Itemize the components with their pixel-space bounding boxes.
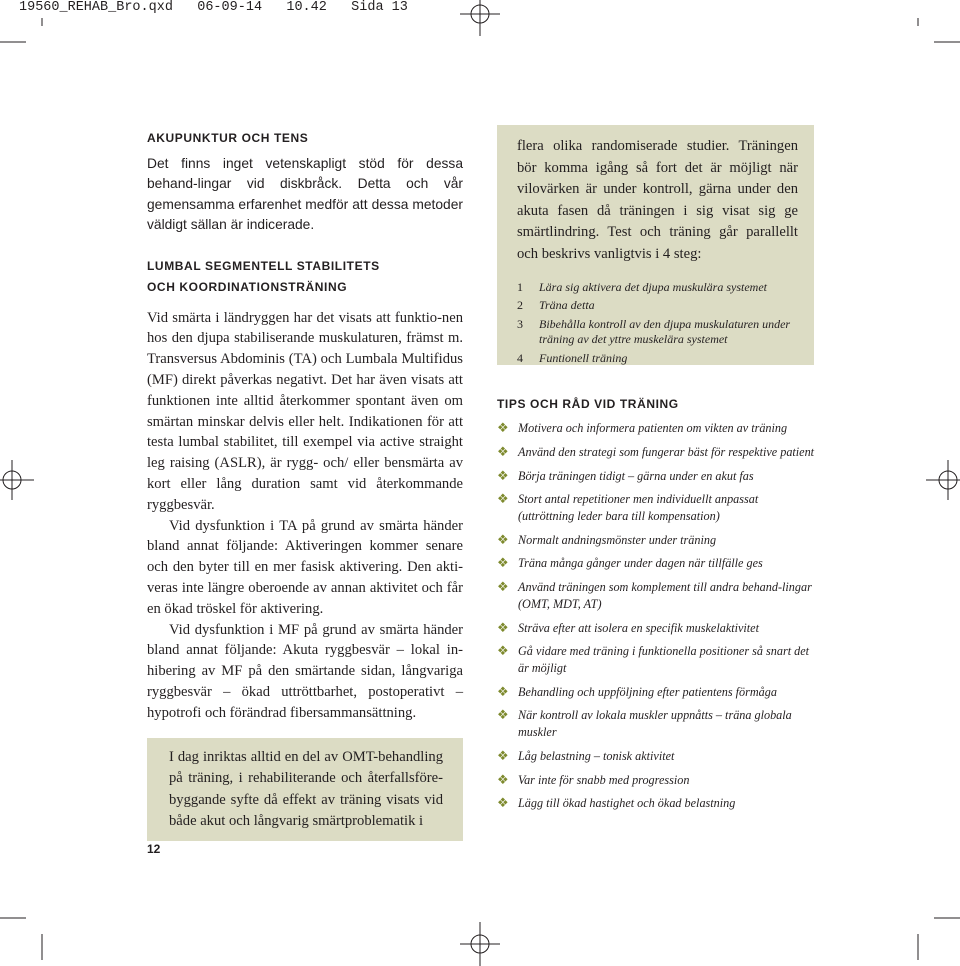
diamond-bullet-icon: ❖ bbox=[497, 771, 509, 787]
diamond-bullet-icon: ❖ bbox=[497, 443, 509, 459]
tip-text: Låg belastning – tonisk aktivitet bbox=[518, 748, 675, 763]
tip-item bbox=[497, 707, 817, 740]
tip-item bbox=[497, 772, 817, 789]
tips-list bbox=[497, 420, 817, 819]
diamond-bullet-icon: ❖ bbox=[497, 643, 509, 659]
diamond-bullet-icon: ❖ bbox=[497, 555, 509, 571]
tip-text: Stort antal repetitioner men individuellt anpassat (uttröttning leder bara till kompensation) bbox=[518, 492, 759, 523]
page-number: 12 bbox=[147, 842, 161, 856]
tip-item bbox=[497, 795, 817, 812]
file-slug: 19560_REHAB_Bro.qxd 06-09-14 10.42 Sida 13 bbox=[19, 0, 408, 15]
tip-item bbox=[497, 579, 817, 612]
tip-item bbox=[497, 684, 817, 701]
tip-item bbox=[497, 491, 817, 524]
diamond-bullet-icon: ❖ bbox=[497, 707, 509, 723]
tip-item bbox=[497, 444, 817, 461]
heading-lumbal-line2: OCH KOORDINATIONSTRÄNING bbox=[147, 279, 348, 294]
step-item: 2 Träna detta bbox=[517, 298, 595, 313]
callout-box-right bbox=[497, 125, 814, 365]
diamond-bullet-icon: ❖ bbox=[497, 619, 509, 635]
callout-text-left: I dag inriktas alltid en del av OMT-behandling på träning, i rehabiliterande och återfallsföre-byggande syfte då effekt av träning visats vid både akut och långvarig smärtproblematik i bbox=[169, 748, 443, 830]
tip-text: Gå vidare med träning i funktionella positioner så snart det är möjligt bbox=[518, 644, 810, 675]
heading-tips: TIPS OCH RÅD VID TRÄNING bbox=[497, 397, 679, 411]
steps-list bbox=[517, 280, 798, 367]
tip-text: Sträva efter att isolera en specifik muskelaktivitet bbox=[518, 620, 759, 635]
tip-text: Använd träningen som komplement till andra behand-lingar (OMT, MDT, AT) bbox=[518, 580, 812, 611]
diamond-bullet-icon: ❖ bbox=[497, 420, 509, 435]
tip-text: Var inte för snabb med progression bbox=[518, 772, 690, 787]
tip-item bbox=[497, 643, 817, 676]
tip-text: När kontroll av lokala muskler uppnåtts – träna globala muskler bbox=[518, 708, 792, 739]
tip-item bbox=[497, 555, 817, 572]
diamond-bullet-icon: ❖ bbox=[497, 491, 509, 507]
tip-item bbox=[497, 420, 817, 437]
tip-item bbox=[497, 620, 817, 637]
heading-akupunktur: AKUPUNKTUR OCH TENS bbox=[147, 131, 309, 145]
step-item: 1 Lära sig aktivera det djupa muskulära systemet bbox=[517, 279, 767, 294]
tip-item bbox=[497, 468, 817, 485]
tip-text: Normalt andningsmönster under träning bbox=[518, 532, 717, 547]
tip-text: Lägg till ökad hastighet och ökad belastning bbox=[518, 796, 736, 811]
diamond-bullet-icon: ❖ bbox=[497, 747, 509, 763]
paragraph-mf-dysfunction: Vid dysfunktion i MF på grund av smärta händer bland annat följande: Akuta ryggbesvär – lokal in-hibering av MF på den smärtande sidan, långvariga ryggbesvär – ökad uttröttbarhet, postoperativt – hypotrofi och förändrad fibersammansättning. bbox=[147, 621, 463, 721]
diamond-bullet-icon: ❖ bbox=[497, 531, 509, 547]
paragraph-akupunktur: Det finns inget vetenskapligt stöd för dessa behand-lingar vid diskbråck. Detta och vår gemensamma erfarenhet medför att dessa metoder väldigt sällan är indicerade. bbox=[147, 156, 463, 233]
heading-lumbal-line1: LUMBAL SEGMENTELL STABILITETS bbox=[147, 258, 380, 273]
tip-text: Börja träningen tidigt – gärna under en akut fas bbox=[518, 468, 754, 483]
tip-item bbox=[497, 532, 817, 549]
step-item: 3 Bibehålla kontroll av den djupa muskulaturen under träning av det yttre muskelära systemet bbox=[517, 316, 791, 347]
diamond-bullet-icon: ❖ bbox=[497, 683, 509, 699]
tip-text: Träna många gånger under dagen när tillfälle ges bbox=[518, 556, 763, 571]
callout-text-right: flera olika randomiserade studier. Träningen bör komma igång så fort det är möjligt när vilovärken är under kontroll, gärna under den akuta fasen då träningen i sig visat sig ge smärtlindring. Test och träning går parallellt och beskrivs vanligtvis i 4 steg: bbox=[517, 138, 798, 262]
left-column bbox=[147, 128, 463, 841]
tip-text: Motivera och informera patienten om vikten av träning bbox=[518, 421, 788, 435]
tip-text: Använd den strategi som fungerar bäst för respektive patient bbox=[518, 444, 815, 459]
diamond-bullet-icon: ❖ bbox=[497, 579, 509, 595]
paragraph-ta-dysfunction: Vid dysfunktion i TA på grund av smärta händer bland annat följande: Aktiveringen kommer senare och den byter till en mer fasisk aktivering. Den akti-veras inte längre oberoende av annan aktivitet och får en ökad tröskel för aktivering. bbox=[147, 517, 463, 617]
step-item: 4 Funtionell träning bbox=[517, 350, 628, 365]
tip-text: Behandling och uppföljning efter patientens förmåga bbox=[518, 684, 777, 699]
paragraph-lumbal-intro: Vid smärta i ländryggen har det visats att funktio-nen hos den djupa stabiliserande muskulaturen, främst m. Transversus Abdominis (TA) och Lumbala Multifidus (MF) direkt påverkas negativt. Det har även visats att funktionen inte alltid återkommer spontant även om smärtan minskar delvis eller helt. Indikationen för att testa lumbal stabilitet, till exempel via active straight leg raising (ASLR), är rygg- och/ eller bensmärta av kort eller lång duration samt vid återkommande ryggbesvär. bbox=[147, 309, 463, 513]
diamond-bullet-icon: ❖ bbox=[497, 467, 509, 483]
callout-box-left bbox=[147, 738, 463, 841]
tip-item bbox=[497, 748, 817, 765]
diamond-bullet-icon: ❖ bbox=[497, 795, 509, 811]
